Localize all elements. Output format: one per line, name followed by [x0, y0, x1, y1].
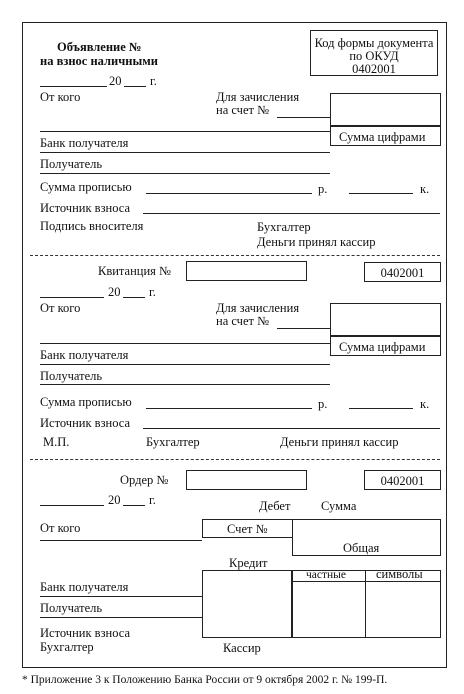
- notice-account-field[interactable]: [277, 117, 330, 118]
- receipt-code: 0402001: [380, 266, 425, 280]
- footnote: * Приложение 3 к Положению Банка России от 9 октября 2002 г. № 199-П.: [22, 674, 388, 686]
- receipt-sum-words-label: Сумма прописью: [40, 395, 132, 409]
- order-from-label: От кого: [40, 521, 81, 535]
- notice-kop: к.: [420, 182, 430, 196]
- order-number-box[interactable]: [186, 470, 307, 490]
- notice-subtitle: на взнос наличными: [40, 54, 158, 68]
- order-partial-label: частные: [306, 569, 347, 581]
- receipt-credit-label-2: на счет №: [216, 314, 270, 328]
- order-credit-label: Кредит: [229, 556, 268, 570]
- receipt-sum-words-line[interactable]: [146, 408, 312, 409]
- notice-sum-words-label: Сумма прописью: [40, 180, 132, 194]
- receipt-rub: р.: [318, 397, 328, 411]
- order-total-label: Общая: [343, 541, 380, 555]
- notice-title: Объявление №: [57, 40, 142, 54]
- notice-recipient-label: Получатель: [40, 157, 103, 171]
- notice-bank-line[interactable]: [40, 152, 330, 153]
- receipt-account-box[interactable]: [330, 303, 441, 336]
- notice-bank-label: Банк получателя: [40, 136, 129, 150]
- order-source-label: Источник взноса: [40, 626, 131, 640]
- notice-cashier-label: Деньги принял кассир: [257, 235, 376, 249]
- order-symbols-label: символы: [376, 567, 423, 581]
- notice-date-year: 20: [109, 74, 122, 88]
- receipt-date-day[interactable]: [40, 297, 104, 298]
- receipt-credit-label-1: Для зачисления: [216, 301, 300, 315]
- notice-from-line[interactable]: [40, 131, 330, 132]
- receipt-kop: к.: [420, 397, 430, 411]
- notice-date-year-line[interactable]: [124, 86, 146, 87]
- order-code: 0402001: [380, 474, 425, 488]
- order-recipient-line[interactable]: [40, 617, 202, 618]
- receipt-title: Квитанция №: [98, 264, 171, 278]
- receipt-from-label: От кого: [40, 301, 81, 315]
- order-debit-label: Дебет: [259, 499, 291, 513]
- notice-credit-label-1: Для зачисления: [216, 90, 300, 104]
- notice-depositor-signature-label: Подпись вносителя: [40, 219, 144, 233]
- order-bank-label: Банк получателя: [40, 580, 129, 594]
- notice-date-suffix: г.: [150, 74, 157, 88]
- receipt-bank-label: Банк получателя: [40, 348, 129, 362]
- order-recipient-label: Получатель: [40, 601, 103, 615]
- receipt-cashier-label: Деньги принял кассир: [280, 435, 399, 449]
- notice-date-day[interactable]: [40, 86, 107, 87]
- form-code-line1: Код формы документа: [314, 36, 434, 50]
- notice-account-box[interactable]: [330, 93, 441, 126]
- notice-source-label: Источник взноса: [40, 201, 131, 215]
- order-bank-line[interactable]: [40, 596, 202, 597]
- cut-line-1: [30, 255, 440, 256]
- receipt-date-suffix: г.: [149, 285, 156, 299]
- order-cashier-label: Кассир: [223, 641, 261, 655]
- receipt-sum-digits-label: Сумма цифрами: [339, 340, 426, 354]
- receipt-date-year-line[interactable]: [123, 297, 145, 298]
- order-account-label: Счет №: [227, 522, 268, 536]
- form-code-line2: по ОКУД: [349, 49, 399, 63]
- order-date-day[interactable]: [40, 505, 104, 506]
- receipt-kop-line[interactable]: [349, 408, 413, 409]
- notice-rub: р.: [318, 182, 328, 196]
- order-credit-box[interactable]: [202, 570, 292, 638]
- notice-sum-words-line[interactable]: [146, 193, 312, 194]
- receipt-stamp-label: М.П.: [43, 435, 70, 449]
- receipt-account-field[interactable]: [277, 328, 330, 329]
- order-title: Ордер №: [120, 473, 169, 487]
- receipt-date-year: 20: [108, 285, 121, 299]
- order-sum-label: Сумма: [321, 499, 357, 513]
- receipt-recipient-line[interactable]: [40, 384, 330, 385]
- receipt-bank-line[interactable]: [40, 364, 330, 365]
- notice-accountant-label: Бухгалтер: [257, 220, 311, 234]
- order-date-year: 20: [108, 493, 121, 507]
- notice-from-label: От кого: [40, 90, 81, 104]
- order-from-line[interactable]: [40, 540, 202, 541]
- notice-source-line[interactable]: [143, 213, 440, 214]
- order-date-year-line[interactable]: [123, 505, 145, 506]
- notice-kop-line[interactable]: [349, 193, 413, 194]
- receipt-source-line[interactable]: [143, 428, 440, 429]
- order-accountant-label: Бухгалтер: [40, 640, 94, 654]
- receipt-source-label: Источник взноса: [40, 416, 131, 430]
- form-code-line3: 0402001: [352, 62, 396, 76]
- notice-recipient-line[interactable]: [40, 173, 330, 174]
- cut-line-2: [30, 459, 440, 460]
- notice-sum-digits-label: Сумма цифрами: [339, 130, 426, 144]
- notice-credit-label-2: на счет №: [216, 103, 270, 117]
- receipt-accountant-label: Бухгалтер: [146, 435, 200, 449]
- receipt-number-box[interactable]: [186, 261, 307, 281]
- receipt-recipient-label: Получатель: [40, 369, 103, 383]
- receipt-from-line[interactable]: [40, 343, 330, 344]
- order-date-suffix: г.: [149, 493, 156, 507]
